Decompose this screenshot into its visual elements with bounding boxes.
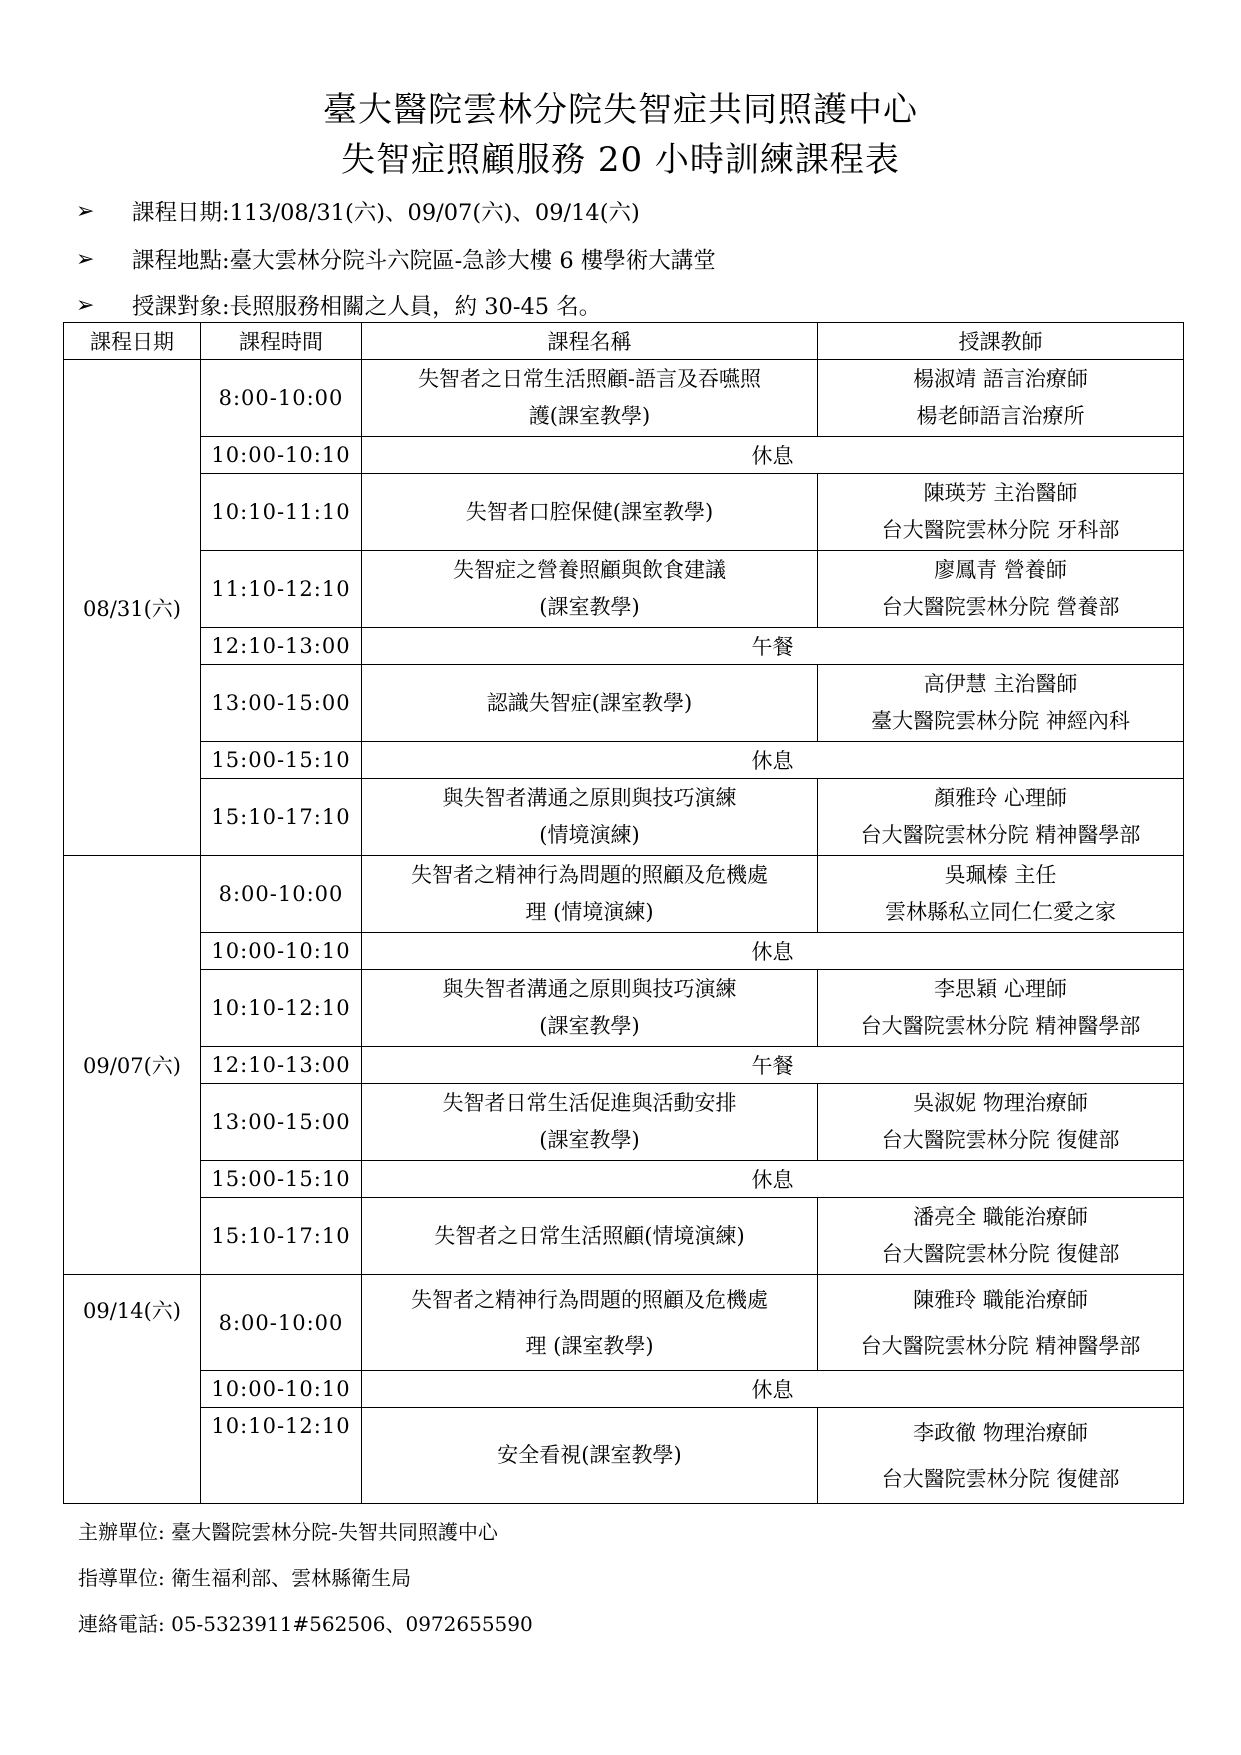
course-name — [362, 856, 818, 933]
teacher-affiliation: 楊老師語言治療所 — [916, 404, 1085, 428]
teacher-info — [818, 1275, 1184, 1371]
document-title-line2: 失智症照顧服務 20 小時訓練課程表 — [341, 140, 900, 180]
teacher-name: 吳淑妮 物理治療師 — [913, 1091, 1088, 1115]
table-row — [64, 551, 1184, 628]
teacher-name: 陳雅玲 職能治療師 — [913, 1287, 1088, 1312]
teacher-affiliation: 台大醫院雲林分院 牙科部 — [881, 518, 1120, 542]
course-name-line: (課室教學) — [539, 1014, 640, 1038]
course-name-line: 認識失智症(課室教學) — [486, 690, 693, 715]
footer-advisor: 指導單位: 衛生福利部、雲林縣衛生局 — [78, 1566, 412, 1590]
break-row — [64, 1161, 1184, 1198]
table-row — [64, 665, 1184, 742]
session-time: 11:10-12:10 — [201, 551, 362, 628]
session-time: 10:10-11:10 — [201, 474, 362, 551]
break-label: 休息 — [362, 437, 1184, 474]
teacher-affiliation: 雲林縣私立同仁仁愛之家 — [885, 900, 1116, 924]
table-row — [64, 856, 1184, 933]
course-name-line: (課室教學) — [539, 595, 640, 619]
header-time: 課程時間 — [201, 323, 362, 360]
session-time: 12:10-13:00 — [201, 1047, 362, 1084]
info-bullet-audience — [76, 289, 601, 321]
teacher-name: 陳瑛芳 主治醫師 — [923, 481, 1078, 505]
arrow-bullet-icon: ➢ — [76, 292, 95, 318]
session-time: 13:00-15:00 — [201, 665, 362, 742]
break-row — [64, 437, 1184, 474]
break-row — [64, 1047, 1184, 1084]
session-time: 8:00-10:00 — [201, 1275, 362, 1371]
break-label: 休息 — [362, 1371, 1184, 1408]
table-row — [64, 1198, 1184, 1275]
teacher-name: 吳珮榛 主任 — [944, 863, 1057, 887]
session-date: 09/07(六) — [64, 856, 201, 1275]
break-row — [64, 1371, 1184, 1408]
course-name-line: 理 (情境演練) — [525, 900, 654, 924]
teacher-info — [818, 1084, 1184, 1161]
course-name-line: (情境演練) — [539, 823, 640, 847]
break-row — [64, 933, 1184, 970]
teacher-name: 高伊慧 主治醫師 — [923, 672, 1078, 696]
course-date-text: 課程日期:113/08/31(六)、09/07(六)、09/14(六) — [132, 200, 640, 226]
session-time: 15:00-15:10 — [201, 742, 362, 779]
session-time: 8:00-10:00 — [201, 856, 362, 933]
course-name — [362, 1084, 818, 1161]
course-name — [362, 474, 818, 551]
course-name — [362, 665, 818, 742]
teacher-name: 李思穎 心理師 — [934, 977, 1067, 1001]
session-time: 10:00-10:10 — [201, 1371, 362, 1408]
course-name-line: 失智者之精神行為問題的照顧及危機處 — [411, 1287, 768, 1312]
session-time: 13:00-15:00 — [201, 1084, 362, 1161]
course-name — [362, 779, 818, 856]
course-name-line: 與失智者溝通之原則與技巧演練 — [442, 977, 737, 1001]
table-row — [64, 1408, 1184, 1504]
course-name-line: 失智症之營養照顧與飲食建議 — [453, 558, 726, 582]
teacher-info — [818, 856, 1184, 933]
teacher-affiliation: 台大醫院雲林分院 精神醫學部 — [860, 1333, 1141, 1358]
table-row — [64, 970, 1184, 1047]
break-label: 午餐 — [362, 1047, 1184, 1084]
schedule-body — [64, 360, 1184, 1504]
course-location-text: 課程地點:臺大雲林分院斗六院區-急診大樓 6 樓學術大講堂 — [132, 248, 716, 274]
break-label: 休息 — [362, 1161, 1184, 1198]
teacher-affiliation: 台大醫院雲林分院 精神醫學部 — [860, 823, 1141, 847]
teacher-name: 廖鳳青 營養師 — [934, 558, 1067, 582]
table-row — [64, 1084, 1184, 1161]
course-name — [362, 1408, 818, 1504]
break-row — [64, 742, 1184, 779]
teacher-info — [818, 1408, 1184, 1504]
teacher-info — [818, 360, 1184, 437]
table-row — [64, 360, 1184, 437]
teacher-info — [818, 1198, 1184, 1275]
teacher-info — [818, 474, 1184, 551]
info-bullet-date — [76, 195, 640, 227]
teacher-affiliation: 台大醫院雲林分院 復健部 — [881, 1128, 1120, 1152]
table-row — [64, 1275, 1184, 1371]
teacher-info — [818, 665, 1184, 742]
course-name-line: 失智者日常生活促進與活動安排 — [442, 1091, 737, 1115]
teacher-info — [818, 551, 1184, 628]
teacher-info — [818, 779, 1184, 856]
session-time: 12:10-13:00 — [201, 628, 362, 665]
arrow-bullet-icon: ➢ — [76, 246, 95, 272]
teacher-name: 潘亮全 職能治療師 — [913, 1205, 1088, 1229]
arrow-bullet-icon: ➢ — [76, 198, 95, 224]
session-date: 08/31(六) — [64, 360, 201, 856]
course-name-line: (課室教學) — [539, 1128, 640, 1152]
session-time: 10:00-10:10 — [201, 933, 362, 970]
header-teacher: 授課教師 — [818, 323, 1184, 360]
break-row — [64, 628, 1184, 665]
teacher-affiliation: 台大醫院雲林分院 精神醫學部 — [860, 1014, 1141, 1038]
course-name — [362, 1275, 818, 1371]
course-audience-text: 授課對象:長照服務相關之人員，約 30-45 名。 — [132, 294, 602, 320]
document-title-line1: 臺大醫院雲林分院失智症共同照護中心 — [323, 90, 918, 130]
course-name — [362, 970, 818, 1047]
course-name-line: 理 (課室教學) — [525, 1333, 654, 1358]
session-time: 10:00-10:10 — [201, 437, 362, 474]
course-schedule-table — [63, 322, 1184, 1504]
table-header-row — [64, 323, 1184, 360]
teacher-affiliation: 臺大醫院雲林分院 神經內科 — [871, 709, 1130, 733]
info-bullet-location — [76, 243, 716, 275]
course-name-line: 失智者之日常生活照顧-語言及吞嚥照 — [417, 367, 762, 391]
teacher-affiliation: 台大醫院雲林分院 營養部 — [881, 595, 1120, 619]
break-label: 休息 — [362, 742, 1184, 779]
session-time: 10:10-12:10 — [201, 970, 362, 1047]
session-date: 09/14(六) — [64, 1275, 201, 1504]
header-date: 課程日期 — [64, 323, 201, 360]
course-name-line: 安全看視(課室教學) — [497, 1443, 682, 1467]
teacher-info — [818, 970, 1184, 1047]
teacher-affiliation: 台大醫院雲林分院 復健部 — [881, 1242, 1120, 1266]
course-name — [362, 360, 818, 437]
session-time: 15:10-17:10 — [201, 1198, 362, 1275]
session-time: 15:00-15:10 — [201, 1161, 362, 1198]
course-name-line: 失智者之日常生活照顧(情境演練) — [434, 1223, 745, 1248]
session-time: 10:10-12:10 — [201, 1408, 362, 1504]
course-name — [362, 551, 818, 628]
session-time: 8:00-10:00 — [201, 360, 362, 437]
header-course: 課程名稱 — [362, 323, 818, 360]
course-name — [362, 1198, 818, 1275]
teacher-affiliation: 台大醫院雲林分院 復健部 — [881, 1466, 1120, 1491]
table-row — [64, 779, 1184, 856]
footer-organizer: 主辦單位: 臺大醫院雲林分院-失智共同照護中心 — [78, 1520, 498, 1544]
footer-contact: 連絡電話: 05-5323911#562506、0972655590 — [78, 1612, 533, 1636]
session-time: 15:10-17:10 — [201, 779, 362, 856]
teacher-name: 李政徹 物理治療師 — [913, 1420, 1088, 1445]
table-row — [64, 474, 1184, 551]
course-name-line: 失智者口腔保健(課室教學) — [465, 499, 714, 524]
teacher-name: 楊淑靖 語言治療師 — [913, 367, 1088, 391]
course-name-line: 護(課室教學) — [528, 404, 651, 428]
course-name-line: 失智者之精神行為問題的照顧及危機處 — [411, 863, 768, 887]
break-label: 午餐 — [362, 628, 1184, 665]
course-name-line: 與失智者溝通之原則與技巧演練 — [442, 786, 737, 810]
break-label: 休息 — [362, 933, 1184, 970]
teacher-name: 顏雅玲 心理師 — [934, 786, 1067, 810]
